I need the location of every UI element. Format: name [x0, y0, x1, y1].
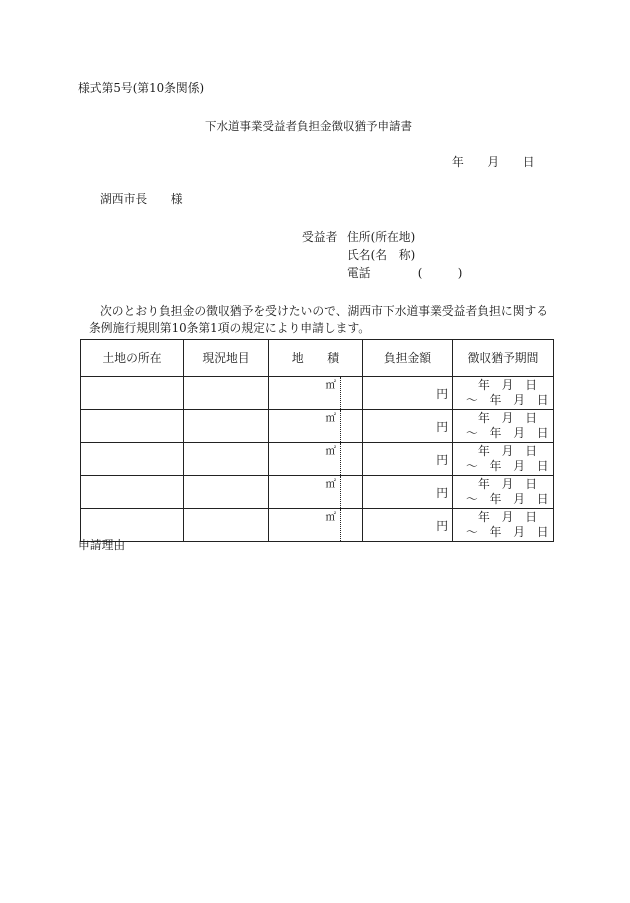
header-land-category: 現況地目: [184, 340, 269, 377]
form-number: 様式第5号(第10条関係): [78, 81, 205, 95]
area-cell: [269, 476, 341, 509]
period-cell: [453, 509, 554, 542]
header-period: 徴収猶予期間: [453, 340, 554, 377]
name-label: 氏名(名 称): [347, 248, 416, 262]
area-unit: ㎡: [325, 511, 336, 523]
period-to: ～ 年 月 日: [466, 492, 549, 506]
land-category-cell: [184, 509, 269, 542]
header-amount: 負担金額: [363, 340, 453, 377]
header-area: 地 積: [269, 340, 363, 377]
period-to: ～ 年 月 日: [466, 525, 549, 539]
date-line: 年 月 日: [452, 155, 535, 169]
period-cell: [453, 443, 554, 476]
period-cell: [453, 377, 554, 410]
location-cell: [81, 410, 184, 443]
amount-cell: [363, 476, 453, 509]
table-row: [81, 509, 554, 542]
address-label: 住所(所在地): [347, 230, 416, 244]
table-row: [81, 410, 554, 443]
period-to: ～ 年 月 日: [466, 393, 549, 407]
area-unit: ㎡: [325, 412, 336, 424]
header-location: 土地の所在: [81, 340, 184, 377]
amount-cell: [363, 410, 453, 443]
land-category-cell: [184, 377, 269, 410]
period-from: 年 月 日: [478, 411, 538, 425]
body-text-line-1: 次のとおり負担金の徴収猶予を受けたいので、湖西市下水道事業受益者負担に関する: [100, 304, 549, 318]
amount-unit: 円: [436, 519, 449, 533]
amount-unit: 円: [436, 387, 449, 401]
period-to: ～ 年 月 日: [466, 426, 549, 440]
table-row: [81, 476, 554, 509]
table-header-row: [81, 340, 554, 377]
addressee: 湖西市長 様: [100, 192, 183, 206]
amount-cell: [363, 377, 453, 410]
amount-unit: 円: [436, 453, 449, 467]
area-unit: ㎡: [325, 478, 336, 490]
amount-cell: [363, 443, 453, 476]
period-to: ～ 年 月 日: [466, 459, 549, 473]
area-unit: ㎡: [325, 379, 336, 391]
area-decimal-cell: [341, 476, 363, 509]
deferral-table: [80, 339, 554, 542]
applicant-label: 受益者: [302, 230, 338, 244]
body-text-line-2: 条例施行規則第10条第1項の規定により申請します。: [89, 321, 371, 335]
land-category-cell: [184, 443, 269, 476]
table-row: [81, 443, 554, 476]
area-cell: [269, 443, 341, 476]
area-cell: [269, 410, 341, 443]
location-cell: [81, 509, 184, 542]
area-decimal-cell: [341, 410, 363, 443]
amount-cell: [363, 509, 453, 542]
land-category-cell: [184, 410, 269, 443]
amount-unit: 円: [436, 420, 449, 434]
location-cell: [81, 476, 184, 509]
area-cell: [269, 377, 341, 410]
period-from: 年 月 日: [478, 378, 538, 392]
table-row: [81, 377, 554, 410]
reason-label: 申請理由: [78, 538, 126, 552]
area-decimal-cell: [341, 443, 363, 476]
period-from: 年 月 日: [478, 510, 538, 524]
phone-label: 電話 ( ): [347, 266, 463, 280]
period-cell: [453, 410, 554, 443]
land-category-cell: [184, 476, 269, 509]
document-title: 下水道事業受益者負担金徴収猶予申請書: [205, 119, 412, 133]
location-cell: [81, 377, 184, 410]
period-from: 年 月 日: [478, 444, 538, 458]
area-unit: ㎡: [325, 445, 336, 457]
period-cell: [453, 476, 554, 509]
period-from: 年 月 日: [478, 477, 538, 491]
location-cell: [81, 443, 184, 476]
area-cell: [269, 509, 341, 542]
area-decimal-cell: [341, 377, 363, 410]
area-decimal-cell: [341, 509, 363, 542]
amount-unit: 円: [436, 486, 449, 500]
